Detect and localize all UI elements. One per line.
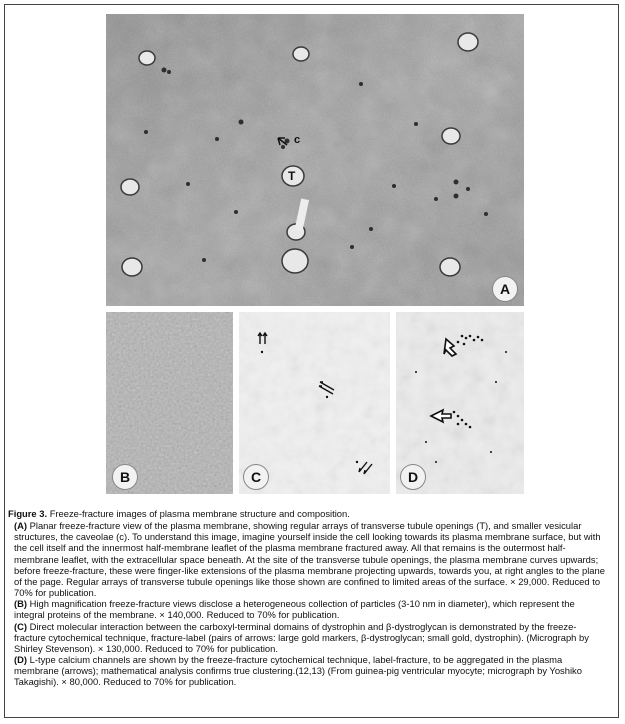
caption-text-a: Planar freeze-fracture view of the plasma membrane, showing regular arrays of transverse tubule openings (T), and smaller vesicular structures, the caveolae (c). To understand this image, imagine yourself inside the cell looking towards its plasma membrane surface, but with the cell itself and the innermost half-membrane leaflet of the plasma membrane fractured away. All that remains is the outermost half-membrane leaflet, with the extracellular space beneath. At the site of the transverse tubule openings, the plasma membrane curves upwards; before freeze-fracture, these were finger-like extensions of the plasma membrane projecting upwards, towards you, at right angles to the plane of the page. Regular arrays of transverse tubule openings like those shown are confined to limited areas of the surface. × 29,000. Reduced to 70% for publication.: [14, 520, 605, 599]
caption-paragraph-a: [8, 520, 608, 598]
panel-letter-b: B: [112, 464, 138, 490]
caption-paragraph-d: [8, 654, 608, 687]
figure-caption: [8, 508, 608, 688]
caption-paragraph-b: [8, 598, 608, 620]
caption-label-c: (C): [14, 620, 28, 632]
caption-text-d: L-type calcium channels are shown by the freeze-fracture cytochemical technique, label-fracture, to be aggregated in the plasma membrane (arrows); mathematical analysis confirms true clustering.(12,13) (From guinea-pig ventricular myocyte; micrograph by Yoshiko Takagishi). × 80,000. Reduced to 70% for publication.: [14, 654, 582, 688]
caption-text-c: Direct molecular interaction between the carboxyl-terminal domains of dystrophin and β-dystroglycan is demonstrated by the freeze-fracture cytochemical technique, fracture-label (pairs of arrows: large gold markers, β-dystroglycan; small gold, dystrophin). (Micrograph by Shirley Stevenson). × 130,000. Reduced to 70% for publication.: [14, 620, 589, 654]
caption-text-b: High magnification freeze-fracture views disclose a heterogeneous collection of particles (3-10 nm in diameter), which represent the integral proteins of the membrane. × 140,000. Reduced to 70% for publication.: [14, 598, 575, 621]
tubule-annotation: T: [288, 169, 296, 183]
panel-letter-a: A: [492, 276, 518, 302]
micrograph-panel-b: [106, 312, 233, 494]
panel-letter-d: D: [400, 464, 426, 490]
caption-paragraph-c: [8, 621, 608, 654]
figure-label: Figure 3.: [8, 508, 48, 519]
caveolae-annotation: c: [294, 134, 301, 146]
panel-letter-c: C: [243, 464, 269, 490]
micrograph-panel-a: [106, 14, 524, 306]
caption-label-a: (A): [14, 520, 28, 532]
caption-label-b: (B): [14, 598, 28, 610]
micrograph-panel-c: [239, 312, 390, 494]
micrograph-panel-d: [396, 312, 524, 494]
figure-title: Freeze-fracture images of plasma membrane structure and composition.: [49, 508, 350, 519]
caption-label-d: (D): [14, 654, 28, 666]
freeze-fracture-image-a: [106, 14, 524, 306]
